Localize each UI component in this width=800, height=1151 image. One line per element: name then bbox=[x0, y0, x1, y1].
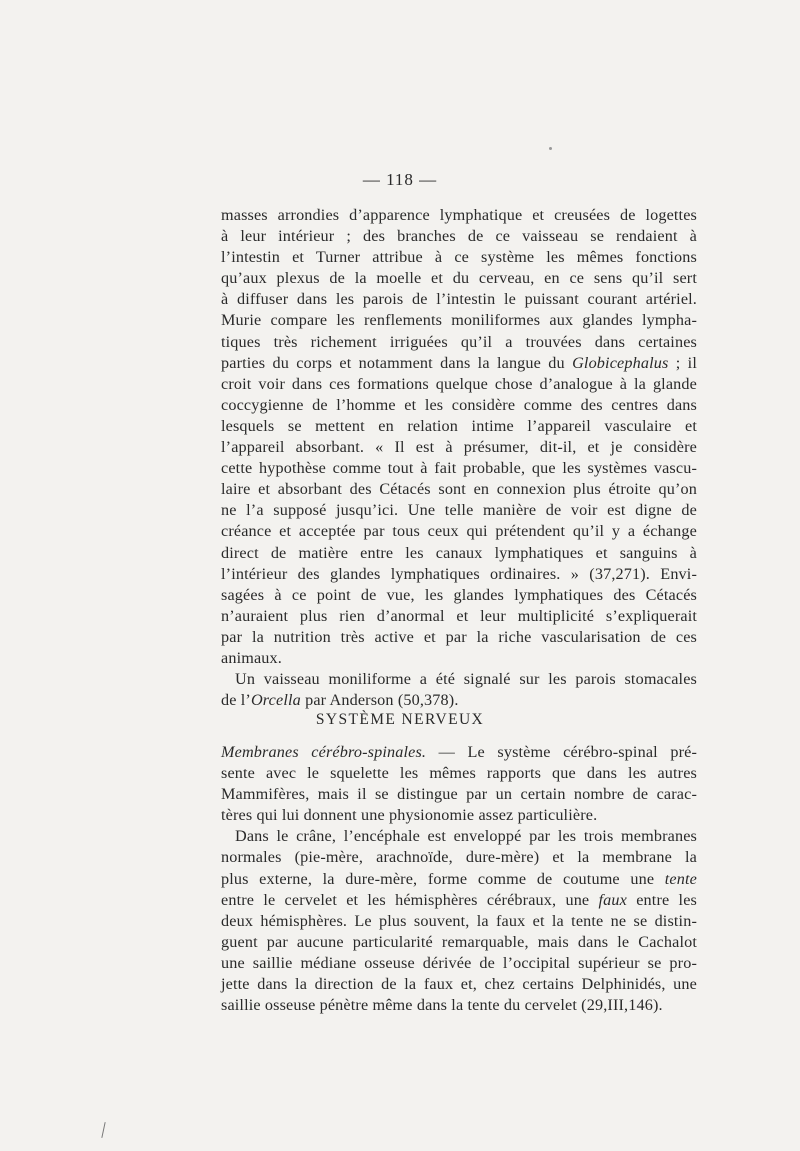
text-line: créance et acceptée par tous ceux qui prétendent qu’il y a échange bbox=[221, 522, 697, 541]
text-line: Mammifères, mais il se distingue par un certain nombre de carac- bbox=[221, 785, 697, 804]
text-line: cette hypothèse comme tout à fait probable, que les systèmes vascu- bbox=[221, 459, 697, 478]
text-line: masses arrondies d’apparence lymphatique et creusées de logettes bbox=[221, 206, 697, 224]
ink-speck bbox=[549, 147, 552, 150]
text-line: sente avec le squelette les mêmes rapports que dans les autres bbox=[221, 764, 697, 783]
subsection-title: Membranes cérébro-spinales. bbox=[221, 743, 427, 761]
term-tente: tente bbox=[664, 869, 697, 888]
text-line bbox=[221, 742, 697, 763]
text-line: une saillie médiane osseuse dérivée de l’occipital supérieur se pro- bbox=[221, 953, 697, 972]
text-line: normales (pie-mère, arachnoïde, dure-mère) et la membrane la bbox=[221, 848, 697, 867]
text-line: guent par aucune particularité remarquable, mais dans le Cachalot bbox=[221, 932, 697, 951]
text-line: n’auraient plus rien d’anormal et leur multiplicité s’expliquerait bbox=[221, 606, 697, 625]
text-line bbox=[221, 353, 697, 374]
page-number: — 118 — bbox=[362, 170, 438, 189]
text-line bbox=[221, 890, 697, 911]
paragraph-membranes bbox=[221, 742, 697, 1016]
text-segment: — Le système cérébro-spinal pré- bbox=[426, 743, 697, 761]
text-line: jette dans la direction de la faux et, chez certains Delphinidés, une bbox=[221, 975, 697, 994]
text-line: ne l’a supposé jusqu’ici. Une telle manière de voir est digne de bbox=[221, 501, 697, 520]
text-segment: plus externe, la dure-mère, forme comme de coutume une bbox=[221, 869, 665, 888]
text-line: sagées à ce point de vue, les glandes lymphatiques des Cétacés bbox=[221, 585, 697, 604]
species-name: Globicephalus bbox=[572, 353, 669, 372]
text-line bbox=[221, 869, 697, 890]
text-line: deux hémisphères. Le plus souvent, la faux et la tente ne se distin- bbox=[221, 911, 697, 930]
section-heading: SYSTÈME NERVEUX bbox=[315, 711, 485, 728]
term-faux: faux bbox=[598, 890, 627, 909]
text-line: l’intérieur des glandes lymphatiques ordinaires. » (37,271). Envi- bbox=[221, 564, 697, 583]
text-segment: entre le cervelet et les hémisphères cérébraux, une bbox=[221, 890, 599, 909]
text-line: Un vaisseau moniliforme a été signalé sur les parois stomacales bbox=[235, 670, 697, 689]
text-segment: parties du corps et notamment dans la langue du bbox=[221, 353, 573, 372]
text-line: à leur intérieur ; des branches de ce vaisseau se rendaient à bbox=[221, 227, 697, 246]
text-line: animaux. bbox=[221, 648, 282, 667]
text-line: l’intestin et Turner attribue à ce système les mêmes fonctions bbox=[221, 248, 697, 267]
text-line: qu’aux plexus de la moelle et du cerveau, en ce sens qu’il sert bbox=[221, 269, 697, 288]
text-line: par la nutrition très active et par la riche vascularisation de ces bbox=[221, 627, 697, 646]
text-line: l’appareil absorbant. « Il est à présumer, dit-il, et je considère bbox=[221, 438, 697, 457]
text-line: direct de matière entre les canaux lymphatiques et sanguins à bbox=[221, 543, 697, 562]
text-segment: par Anderson (50,378). bbox=[300, 691, 459, 710]
margin-mark bbox=[101, 1122, 105, 1138]
text-segment: ; il bbox=[668, 353, 697, 372]
text-segment: de l’ bbox=[221, 691, 251, 710]
text-line bbox=[221, 690, 697, 711]
text-line: tères qui lui donnent une physionomie assez particulière. bbox=[221, 806, 598, 825]
text-line: coccygienne de l’homme et les considère comme des centres dans bbox=[221, 395, 697, 414]
text-line: laire et absorbant des Cétacés sont en connexion plus étroite qu’on bbox=[221, 480, 697, 499]
species-name: Orcella bbox=[250, 691, 301, 710]
text-line: Murie compare les renflements moniliformes aux glandes lympha- bbox=[221, 311, 697, 330]
text-line: tiques très richement irriguées qu’il a trouvées dans certaines bbox=[221, 332, 697, 351]
paragraph-lymphatic bbox=[221, 205, 697, 711]
text-line: à diffuser dans les parois de l’intestin le puissant courant artériel. bbox=[221, 290, 697, 309]
text-line: Dans le crâne, l’encéphale est enveloppé par les trois membranes bbox=[235, 827, 697, 846]
text-line: croit voir dans ces formations quelque chose d’analogue à la glande bbox=[221, 374, 697, 393]
text-line: lesquels se mettent en relation intime l’appareil vasculaire et bbox=[221, 416, 697, 435]
text-segment: entre les bbox=[626, 890, 697, 909]
text-line: saillie osseuse pénètre même dans la tente du cervelet (29,III,146). bbox=[221, 996, 663, 1015]
